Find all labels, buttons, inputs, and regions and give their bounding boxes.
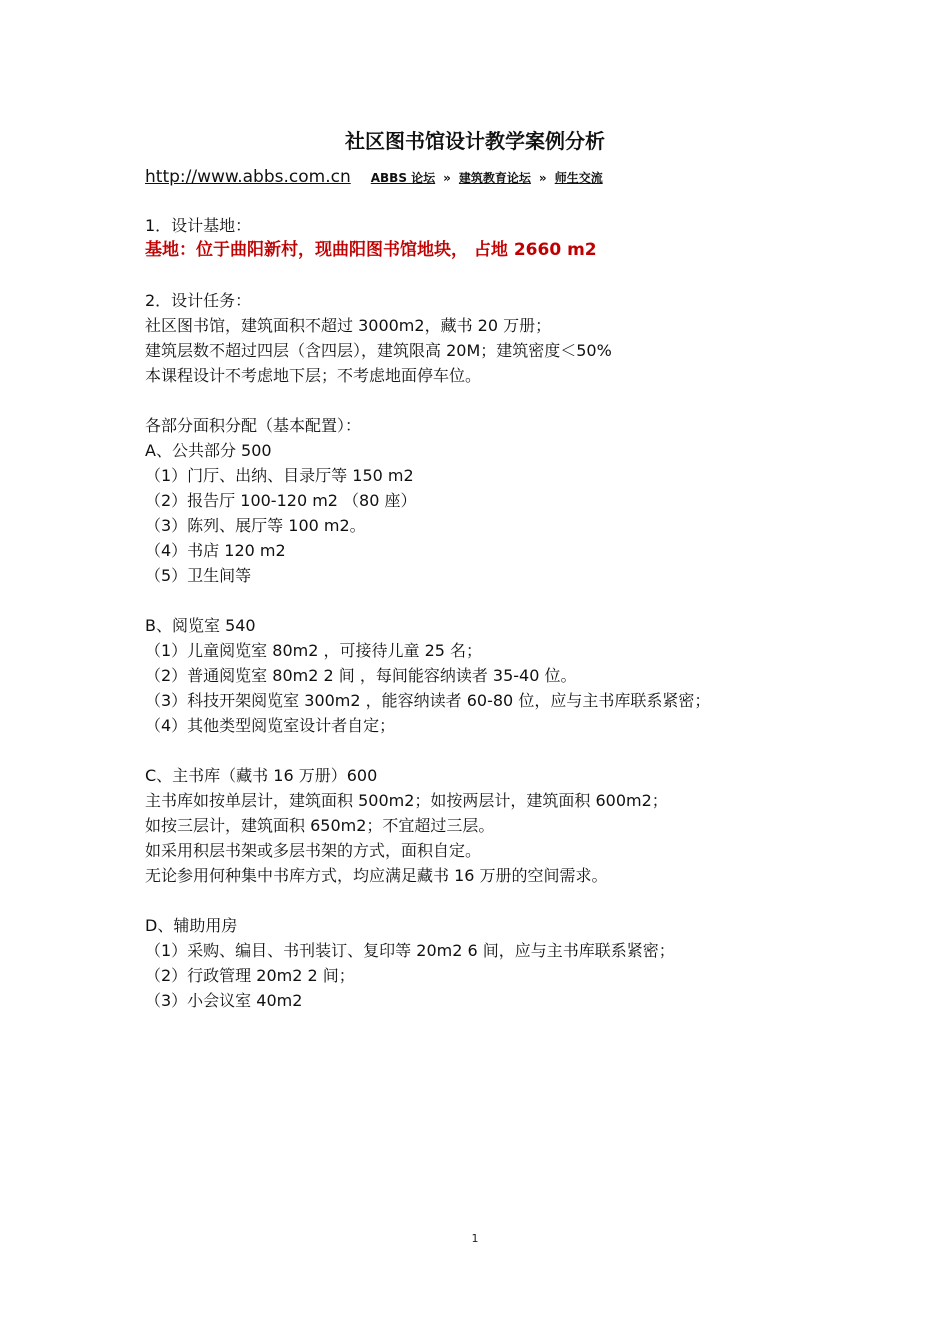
part-b-item: （4）其他类型阅览室设计者自定； [145,716,396,735]
breadcrumb-architecture-education[interactable]: 建筑教育论坛 [458,171,531,185]
part-c-item: 如采用积层书架或多层书架的方式，面积自定。 [145,841,482,860]
part-a-item: （4）书店 120 m2 [145,541,286,560]
spacer [145,388,845,413]
part-a-heading: A、公共部分 500 [145,441,272,460]
site-url-link[interactable]: http://www.abbs.com.cn [145,167,351,187]
spacer [145,263,845,288]
breadcrumb-abbs-forum[interactable]: ABBS 论坛 [370,171,436,185]
part-a-item: （2）报告厅 100-120 m2 （80 座） [145,491,417,510]
site-heading: 1．设计基地： [145,216,252,235]
part-c-item: 无论参用何种集中书库方式，均应满足藏书 16 万册的空间需求。 [145,866,608,885]
spacer [145,738,845,763]
part-d-item: （1）采购、编目、书刊装订、复印等 20m2 6 间，应与主书库联系紧密； [145,941,675,960]
part-c-heading: C、主书库（藏书 16 万册）600 [145,766,378,785]
part-b-item: （2）普通阅览室 80m2 2 间 ，每间能容纳读者 35-40 位。 [145,666,577,685]
task-line: 建筑层数不超过四层（含四层），建筑限高 20M；建筑密度＜50% [145,341,612,360]
part-b-item: （3）科技开架阅览室 300m2 ，能容纳读者 60-80 位，应与主书库联系紧密； [145,691,711,710]
part-a-item: （3）陈列、展厅等 100 m2。 [145,516,366,535]
page-number: 1 [471,1232,479,1245]
part-b-heading: B、阅览室 540 [145,616,256,635]
part-a-item: （1）门厅、出纳、目录厅等 150 m2 [145,466,414,485]
part-d-item: （3）小会议室 40m2 [145,991,303,1010]
part-a-item: （5）卫生间等 [145,566,252,585]
source-header [145,167,603,191]
spacer [145,588,845,613]
breadcrumb-separator: » [538,171,547,185]
task-heading: 2．设计任务： [145,291,252,310]
spacer [145,888,845,913]
site-description: 基地：位于曲阳新村，现曲阳图书馆地块， 占地 2660 m2 [145,240,597,260]
part-c-item: 主书库如按单层计，建筑面积 500m2；如按两层计，建筑面积 600m2； [145,791,668,810]
part-b-item: （1）儿童阅览室 80m2 ，可接待儿童 25 名； [145,641,483,660]
breadcrumb-separator: » [443,171,451,185]
task-line: 本课程设计不考虑地下层；不考虑地面停车位。 [145,366,482,385]
page-title: 社区图书馆设计教学案例分析 [345,129,605,153]
part-d-heading: D、辅助用房 [145,916,238,935]
part-c-item: 如按三层计，建筑面积 650m2；不宜超过三层。 [145,816,495,835]
task-line: 社区图书馆，建筑面积不超过 3000m2，藏书 20 万册； [145,316,552,335]
document-body [145,213,845,1013]
part-d-item: （2）行政管理 20m2 2 间； [145,966,355,985]
area-heading: 各部分面积分配（基本配置）： [145,416,362,435]
breadcrumb-teacher-student[interactable]: 师生交流 [554,171,603,185]
